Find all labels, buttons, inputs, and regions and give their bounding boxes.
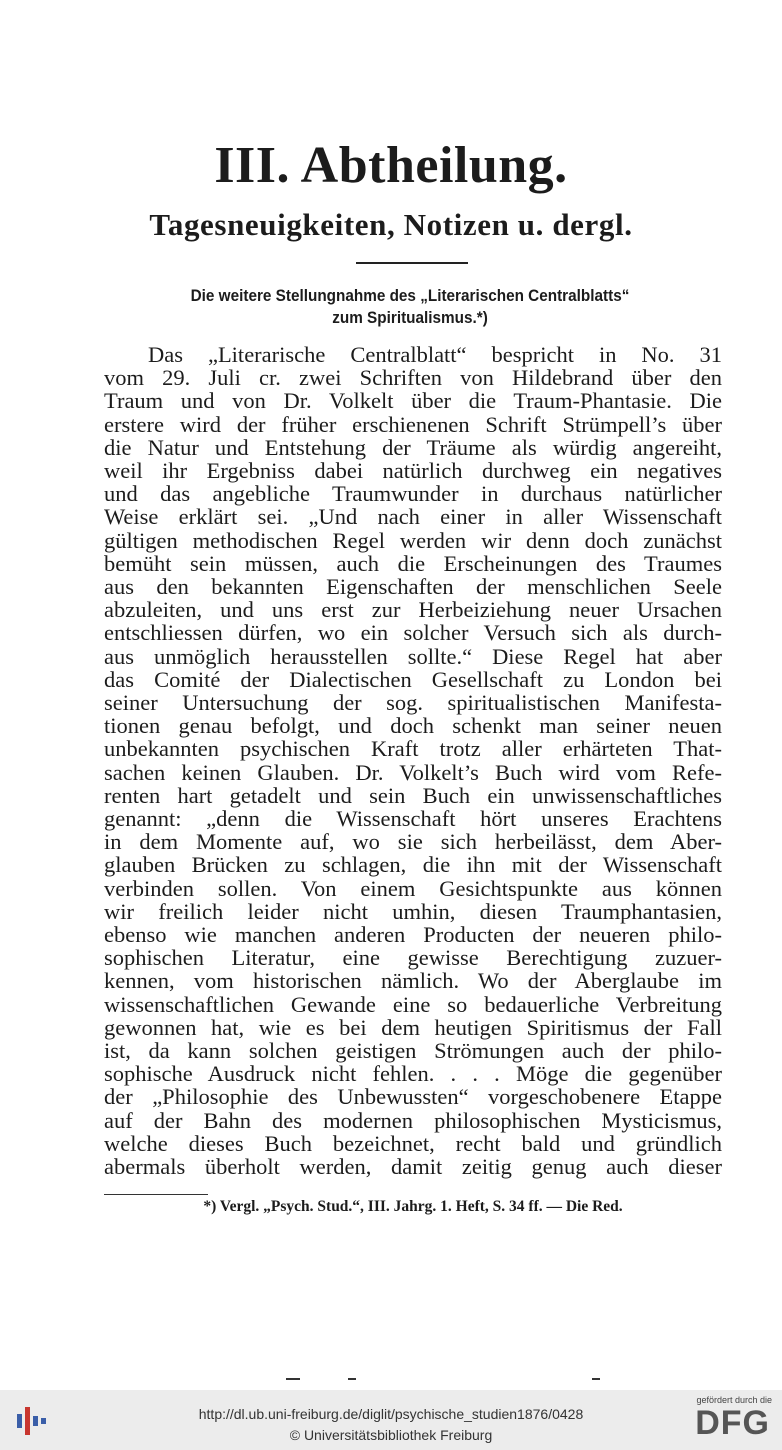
body-text-line: das Comité der Dialectischen Gesellschaft zu London bei (104, 666, 722, 692)
body-text-line: die Natur und Entstehung der Träume als würdig angereiht, (104, 434, 722, 460)
body-text-line: aus den bekannten Eigenschaften der menschlichen Seele (104, 574, 722, 599)
body-text-line: auf der Bahn des modernen philosophischen Mysticismus, (104, 1107, 722, 1133)
body-text-line: kennen, vom historischen nämlich. Wo der Aberglaube im (104, 968, 722, 994)
body-text-line: abzuleiten, und uns erst zur Herbeiziehung neuer Ursachen (104, 597, 722, 623)
body-text-line: wir freilich leider nicht umhin, diesen Traumphantasien, (104, 898, 722, 924)
dfg-logo[interactable]: DFG (695, 1404, 770, 1442)
body-text-line: ist, da kann solchen geistigen Strömungen auch der philo- (104, 1038, 722, 1063)
dfg-caption: gefördert durch die (696, 1395, 772, 1405)
body-text-line: unbekannten psychischen Kraft trotz aller erhärteten That- (104, 736, 722, 762)
body-text-line: tionen genau befolgt, und doch schenkt man seiner neuen (104, 713, 722, 739)
section-heading: III. Abtheilung. (214, 137, 568, 194)
copyright-notice: © Universitätsbibliothek Freiburg (289, 1427, 493, 1443)
viewer-footer (0, 1390, 782, 1450)
body-text-line: renten hart getadelt und sein Buch ein unwissenschaftliches (104, 782, 722, 808)
body-text-line: welche dieses Buch bezeichnet, recht bald und gründlich (104, 1130, 722, 1156)
body-text-line: ebenso wie manchen anderen Producten der neueren philo- (104, 922, 722, 947)
body-text-line: aus unmöglich herausstellen sollte.“ Diese Regel hat aber (104, 643, 722, 669)
body-text-line: genannt: „denn die Wissenschaft hört unseres Erachtens (104, 806, 722, 831)
document-url-link[interactable]: http://dl.ub.uni-freiburg.de/diglit/psychische_studien1876/0428 (198, 1406, 584, 1422)
body-text-line: sophischen Literatur, eine gewisse Berechtigung zuzuer- (104, 945, 722, 971)
scan-mark (592, 1378, 600, 1380)
body-text-line: gewonnen hat, wie es bei dem heutigen Spiritismus der Fall (104, 1014, 722, 1040)
scan-mark (286, 1378, 300, 1380)
scan-mark (348, 1378, 356, 1380)
body-text-line: vom 29. Juli cr. zwei Schriften von Hildebrand über den (104, 365, 722, 391)
body-text-line: abermals überholt werden, damit zeitig genug auch dieser (104, 1154, 722, 1179)
body-text-line: bemüht sein müssen, auch die Erscheinungen des Traumes (104, 550, 722, 576)
body-text-line: der „Philosophie des Unbewussten“ vorgeschobenere Etappe (104, 1084, 722, 1110)
body-text-line: und das angebliche Traumwunder in durchaus natürlicher (104, 481, 722, 507)
body-text-line: Weise erklärt sei. „Und nach einer in aller Wissenschaft (104, 504, 722, 530)
article-title-line: zum Spiritualismus.*) (332, 308, 488, 327)
body-text-line: sachen keinen Glauben. Dr. Volkelt’s Buch wird vom Refe- (104, 759, 722, 785)
body-text-line: glauben Brücken zu schlagen, die ihn mit der Wissenschaft (104, 852, 722, 878)
body-text-line: Das „Literarische Centralblatt“ bespricht in No. 31 (148, 342, 722, 367)
footnote: *) Vergl. „Psych. Stud.“, III. Jahrg. 1. Heft, S. 34 ff. — Die Red. (203, 1198, 623, 1215)
body-text-line: weil ihr Ergebniss dabei natürlich durchweg ein negatives (104, 458, 722, 483)
body-text-line: seiner Untersuchung der sog. spiritualistischen Manifesta- (104, 690, 722, 715)
body-text-line: erstere wird der früher erschienenen Schrift Strümpell’s über (104, 411, 722, 437)
body-text-line: gültigen methodischen Regel werden wir denn doch zunächst (104, 527, 722, 553)
body-text-line: entschliessen dürfen, wo ein solcher Versuch sich als durch- (104, 620, 722, 646)
section-subheading: Tagesneuigkeiten, Notizen u. dergl. (149, 207, 633, 242)
body-text-line: in dem Momente auf, wo sie sich herbeilässt, dem Aber- (104, 829, 722, 855)
footnote-divider (104, 1194, 208, 1195)
body-text-line: Traum und von Dr. Volkelt über die Traum-Phantasie. Die (104, 388, 722, 414)
body-text-line: wissenschaftlichen Gewande eine so bedauerliche Verbreitung (104, 991, 722, 1017)
body-text-line: verbinden sollen. Von einem Gesichtspunkte aus können (104, 875, 722, 901)
body-text-line: sophische Ausdruck nicht fehlen. . . . Möge die gegenüber (104, 1061, 722, 1087)
article-title-line: Die weitere Stellungnahme des „Literarischen Centralblatts“ (190, 286, 630, 305)
heading-divider (356, 262, 468, 264)
